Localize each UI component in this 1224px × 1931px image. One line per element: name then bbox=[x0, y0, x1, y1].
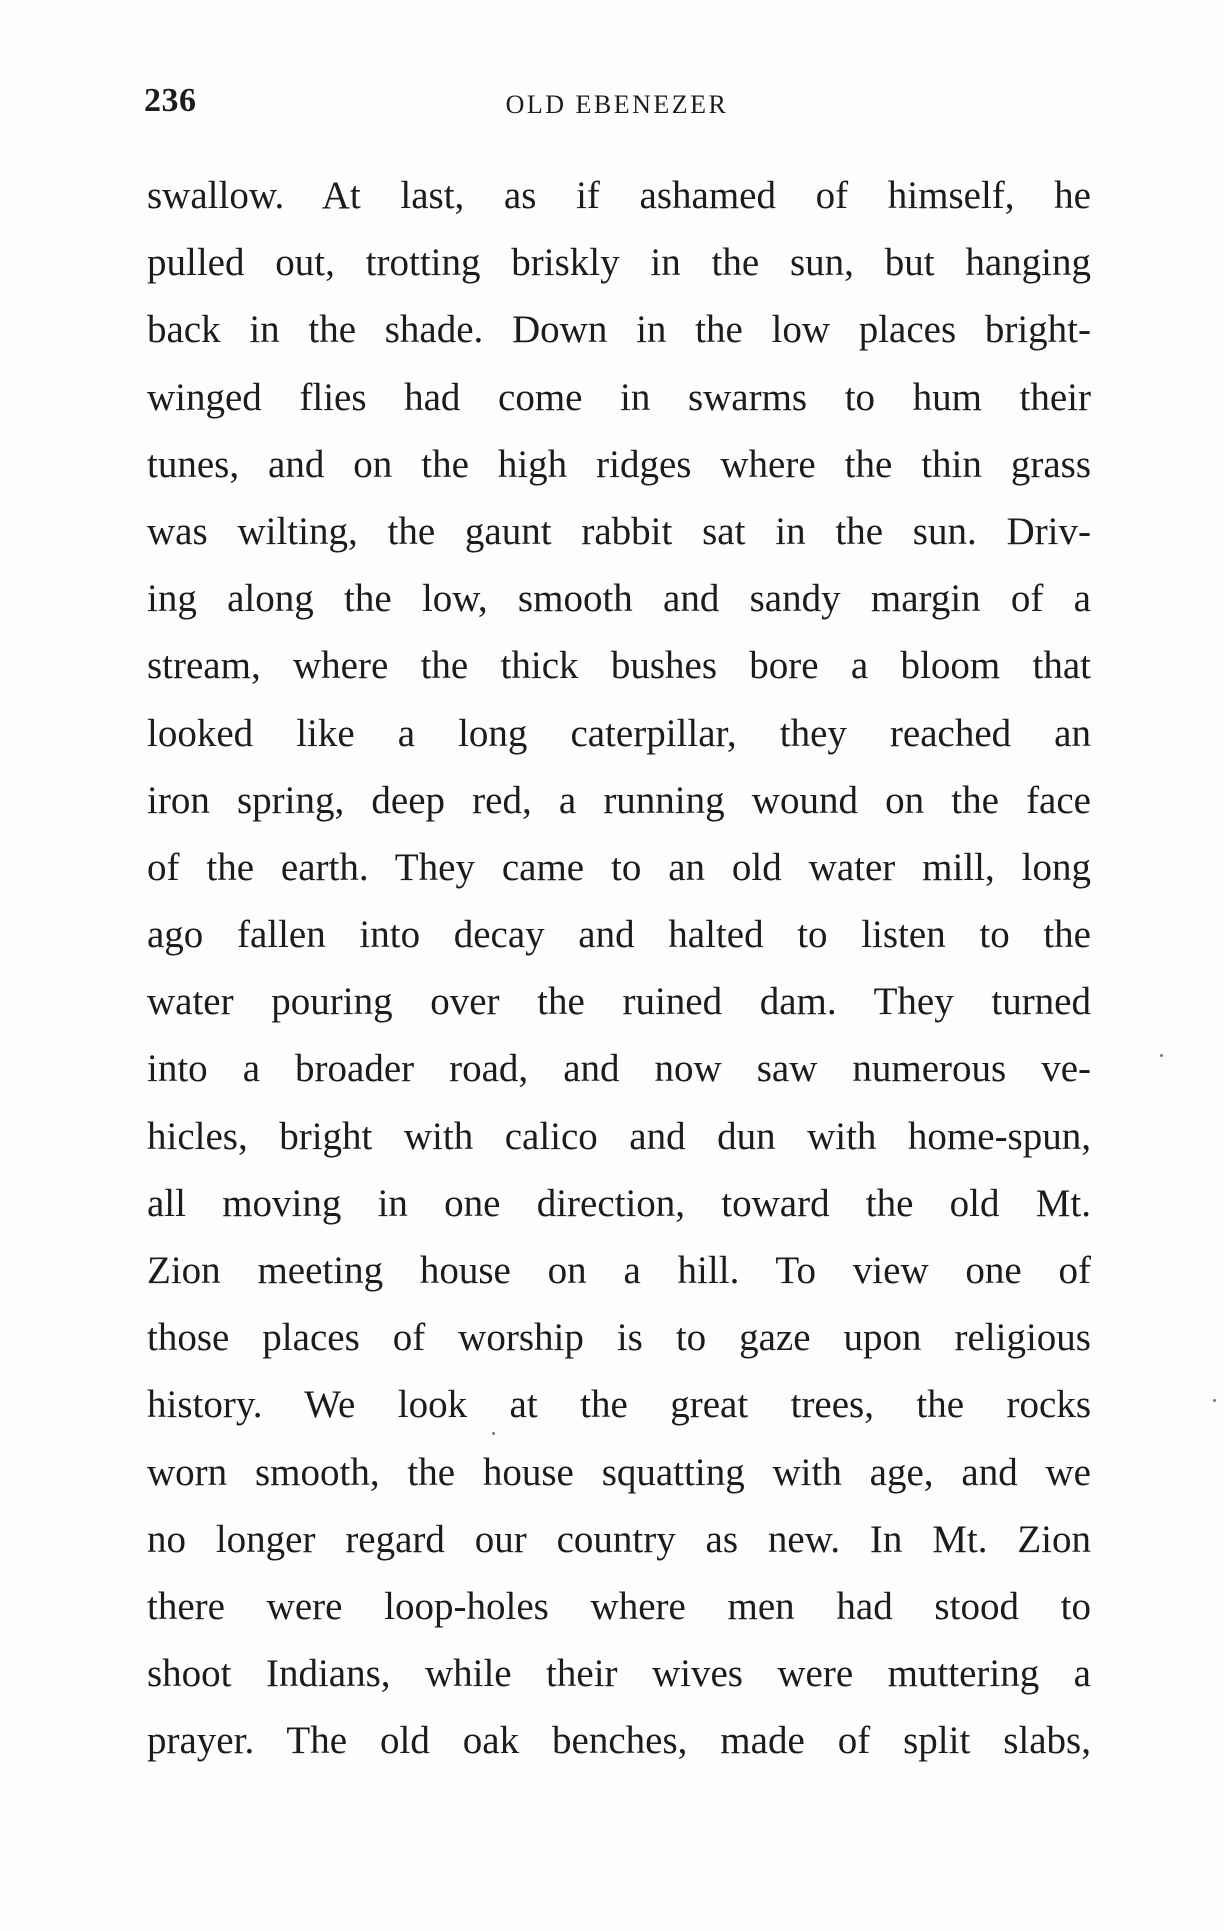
text-line: no longer regard our country as new. In Mt. Zion bbox=[147, 1517, 1091, 1561]
text-line: iron spring, deep red, a running wound on the face bbox=[147, 778, 1091, 822]
text-line: history. We look at the great trees, the rocks bbox=[147, 1383, 1091, 1427]
text-line: Zion meeting house on a hill. To view one of bbox=[147, 1249, 1091, 1292]
body-text bbox=[147, 162, 1091, 1775]
text-line: swallow. At last, as if ashamed of himself, he bbox=[147, 174, 1091, 217]
text-line: ago fallen into decay and halted to listen to the bbox=[147, 913, 1091, 957]
text-line: stream, where the thick bushes bore a bloom that bbox=[147, 644, 1091, 688]
text-line: tunes, and on the high ridges where the thin grass bbox=[147, 442, 1091, 486]
text-line: into a broader road, and now saw numerous ve- bbox=[147, 1047, 1091, 1091]
running-head bbox=[144, 82, 1090, 132]
text-line: there were loop-holes where men had stood to bbox=[147, 1584, 1091, 1628]
paper-speck bbox=[1213, 1399, 1216, 1402]
running-title: OLD EBENEZER bbox=[505, 90, 729, 119]
text-line: those places of worship is to gaze upon religious bbox=[147, 1316, 1091, 1360]
text-line: water pouring over the ruined dam. They turned bbox=[147, 980, 1091, 1024]
page-number: 236 bbox=[144, 82, 197, 119]
text-line: back in the shade. Down in the low places bright- bbox=[147, 308, 1091, 352]
text-line: all moving in one direction, toward the old Mt. bbox=[147, 1181, 1091, 1225]
text-line: shoot Indians, while their wives were muttering a bbox=[147, 1652, 1091, 1696]
text-line: worn smooth, the house squatting with age, and we bbox=[147, 1450, 1091, 1494]
text-line: looked like a long caterpillar, they reached an bbox=[147, 711, 1091, 755]
text-line: prayer. The old oak benches, made of split slabs, bbox=[147, 1719, 1091, 1763]
text-line: of the earth. They came to an old water mill, long bbox=[147, 845, 1091, 889]
text-line: ing along the low, smooth and sandy margin of a bbox=[147, 577, 1091, 621]
text-line: was wilting, the gaunt rabbit sat in the sun. Driv- bbox=[147, 509, 1091, 553]
text-line: pulled out, trotting briskly in the sun, but hanging bbox=[147, 241, 1091, 285]
text-line: winged flies had come in swarms to hum their bbox=[147, 375, 1091, 419]
paper-speck bbox=[1160, 1054, 1163, 1057]
text-line: hicles, bright with calico and dun with home-spun, bbox=[147, 1114, 1091, 1158]
paper-speck bbox=[492, 1432, 495, 1435]
